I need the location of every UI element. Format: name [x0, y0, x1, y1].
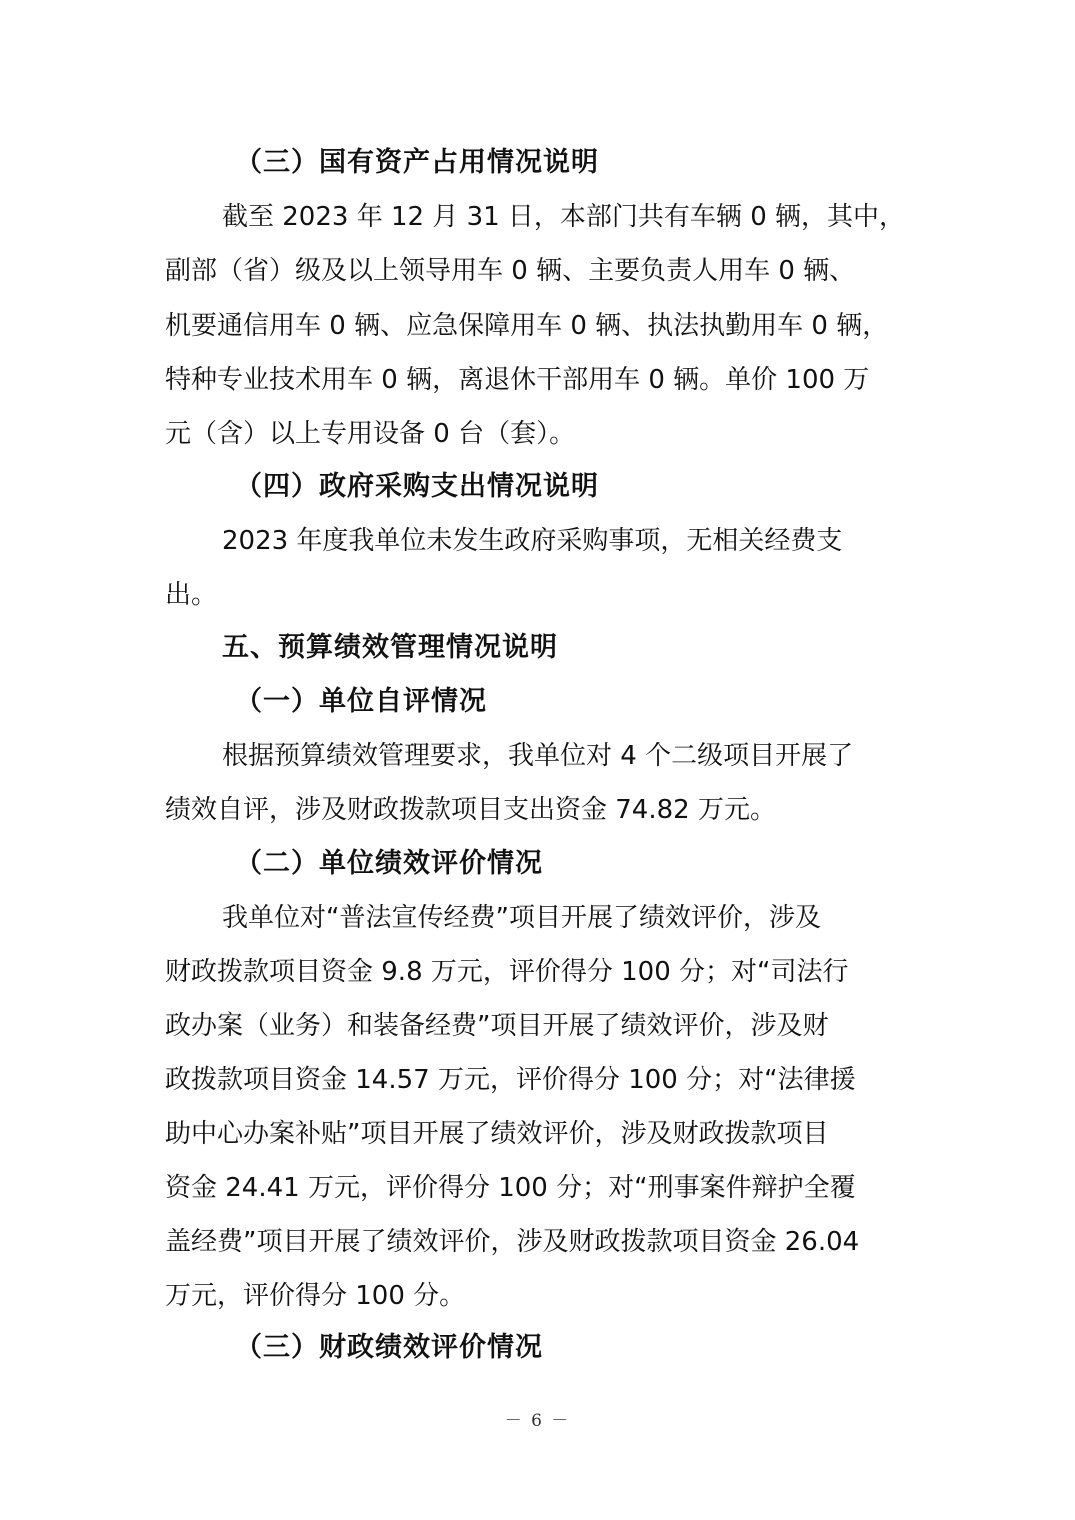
paragraph-line: 万元，评价得分 100 分。	[165, 1281, 466, 1311]
paragraph-line: 机要通信用车 0 辆、应急保障用车 0 辆、执法执勤用车 0 辆，	[165, 311, 889, 341]
paragraph-line: 政办案（业务）和装备经费”项目开展了绩效评价，涉及财	[165, 1011, 829, 1041]
paragraph-line: 助中心办案补贴”项目开展了绩效评价，涉及财政拨款项目	[165, 1119, 829, 1149]
section-heading-asset-usage: （三）国有资产占用情况说明	[235, 147, 599, 178]
paragraph-line: 出。	[165, 580, 218, 610]
paragraph-line: 绩效自评，涉及财政拨款项目支出资金 74.82 万元。	[165, 795, 776, 825]
subsection-heading-unit-evaluation: （二）单位绩效评价情况	[235, 848, 543, 879]
paragraph-line: 元（含）以上专用设备 0 台（套）。	[165, 419, 576, 449]
page-number: － 6 －	[504, 1411, 571, 1431]
paragraph-line: 根据预算绩效管理要求，我单位对 4 个二级项目开展了	[222, 741, 854, 771]
paragraph-line: 财政拨款项目资金 9.8 万元，评价得分 100 分；对“司法行	[165, 957, 849, 987]
paragraph-line: 政拨款项目资金 14.57 万元，评价得分 100 分；对“法律援	[165, 1065, 856, 1095]
paragraph-line: 盖经费”项目开展了绩效评价，涉及财政拨款项目资金 26.04	[165, 1227, 860, 1257]
paragraph-line: 资金 24.41 万元，评价得分 100 分；对“刑事案件辩护全覆	[165, 1173, 856, 1203]
paragraph-line: 2023 年度我单位未发生政府采购事项，无相关经费支	[222, 526, 843, 556]
subsection-heading-self-evaluation: （一）单位自评情况	[235, 686, 487, 717]
subsection-heading-fiscal-evaluation: （三）财政绩效评价情况	[235, 1332, 543, 1363]
paragraph-line: 特种专业技术用车 0 辆，离退休干部用车 0 辆。单价 100 万	[165, 365, 870, 395]
paragraph-line: 截至 2023 年 12 月 31 日，本部门共有车辆 0 辆，其中，	[222, 202, 905, 232]
paragraph-line: 副部（省）级及以上领导用车 0 辆、主要负责人用车 0 辆、	[165, 256, 856, 286]
part-heading-performance: 五、预算绩效管理情况说明	[222, 632, 558, 663]
paragraph-line: 我单位对“普法宣传经费”项目开展了绩效评价，涉及	[222, 903, 821, 933]
section-heading-procurement: （四）政府采购支出情况说明	[235, 471, 599, 502]
